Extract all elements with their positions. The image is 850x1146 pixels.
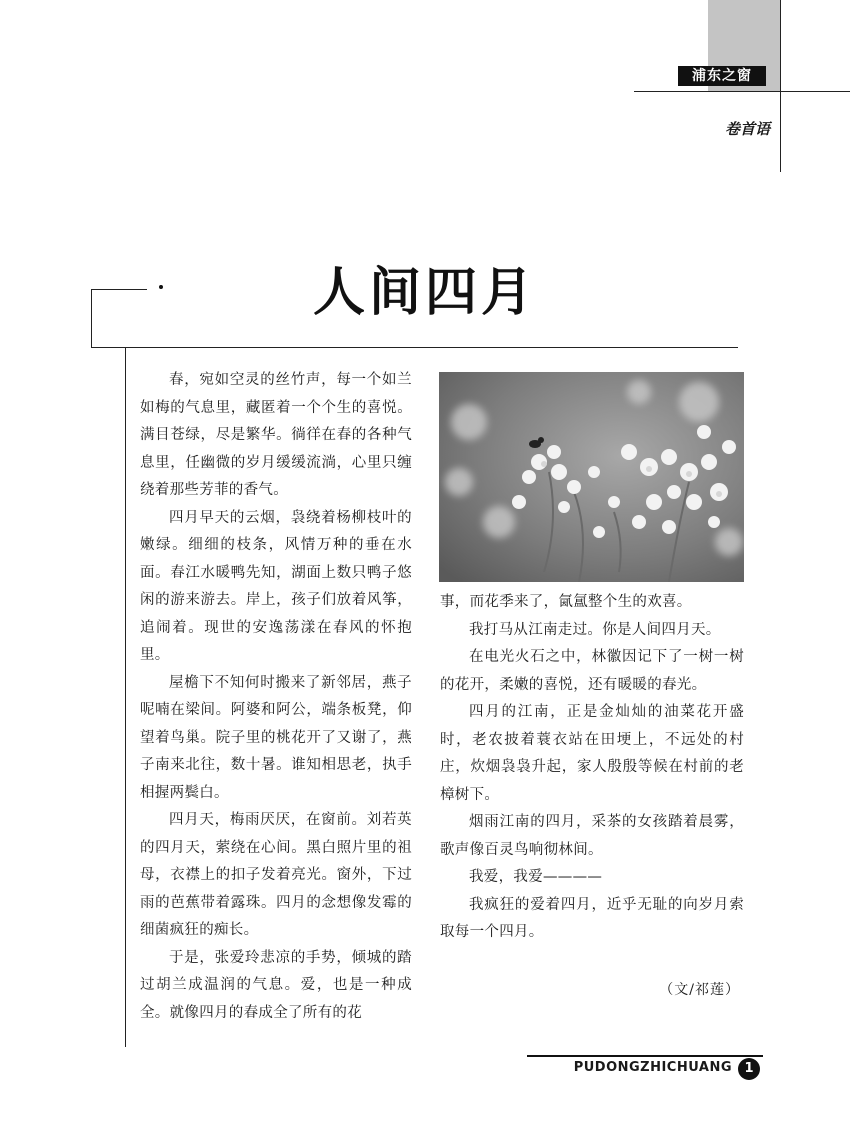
frame-line bbox=[91, 289, 147, 290]
header-rule bbox=[634, 91, 850, 92]
paragraph: 在电光火石之中，林徽因记下了一树一树的花开，柔嫩的喜悦，还有暖暖的春光。 bbox=[440, 649, 744, 693]
article-left-column bbox=[140, 367, 412, 1027]
paragraph: 事，而花季来了，氤氲整个生的欢喜。 bbox=[440, 594, 692, 610]
footer-rule bbox=[527, 1055, 763, 1057]
paragraph: 我爱，我爱———— bbox=[469, 869, 603, 885]
frame-line bbox=[91, 289, 92, 348]
paragraph: 四月早天的云烟，袅绕着杨柳枝叶的嫩绿。细细的枝条，风情万种的垂在水面。春江水暖鸭先知，湖面上数只鸭子悠闲的游来游去。岸上，孩子们放着风筝，追闹着。现世的安逸荡漾在春风的怀抱里。 bbox=[140, 509, 412, 663]
page-number: 1 bbox=[738, 1058, 760, 1080]
title-dot bbox=[159, 285, 163, 289]
paragraph: 烟雨江南的四月，采茶的女孩踏着晨雾，歌声像百灵鸟响彻林间。 bbox=[440, 814, 744, 858]
paragraph: 四月天，梅雨厌厌，在窗前。刘若英的四月天，萦绕在心间。黑白照片里的祖母，衣襟上的扣子发着亮光。窗外，下过雨的芭蕉带着露珠。四月的念想像发霉的细菌疯狂的痴长。 bbox=[140, 812, 412, 938]
brand-logo: 浦东之窗 bbox=[678, 66, 766, 86]
frame-line bbox=[91, 347, 738, 348]
footer-magazine-name: PUDONGZHICHUANG bbox=[573, 1060, 732, 1075]
header-vertical-rule bbox=[780, 0, 781, 172]
section-label: 卷首语 bbox=[724, 120, 770, 138]
paragraph: 我打马从江南走过。你是人间四月天。 bbox=[469, 621, 721, 638]
article-title: 人间四月 bbox=[312, 263, 537, 323]
frame-line bbox=[125, 347, 126, 1047]
paragraph: 我疯狂的爱着四月，近乎无耻的向岁月索取每一个四月。 bbox=[440, 896, 744, 940]
paragraph: 四月的江南，正是金灿灿的油菜花开盛时，老农披着蓑衣站在田埂上，不远处的村庄，炊烟袅袅升起，家人殷殷等候在村前的老樟树下。 bbox=[440, 704, 744, 803]
article-right-column bbox=[440, 589, 744, 947]
paragraph: 春，宛如空灵的丝竹声，每一个如兰如梅的气息里，藏匿着一个个生的喜悦。满目苍绿，尽是繁华。徜徉在春的各种气息里，任幽微的岁月缓缓流淌，心里只缠绕着那些芳菲的香气。 bbox=[140, 372, 412, 498]
author-credit: （文/祁莲） bbox=[659, 982, 740, 998]
paragraph: 于是，张爱玲悲凉的手势，倾城的踏过胡兰成温润的气息。爱，也是一种成全。就像四月的春成全了所有的花 bbox=[140, 949, 412, 1021]
paragraph: 屋檐下不知何时搬来了新邻居，燕子呢喃在梁间。阿婆和阿公，端条板凳，仰望着鸟巢。院子里的桃花开了又谢了，燕子南来北往，数十暑。谁知相思老，执手相握两鬓白。 bbox=[140, 674, 412, 801]
flower-photo bbox=[439, 372, 744, 582]
